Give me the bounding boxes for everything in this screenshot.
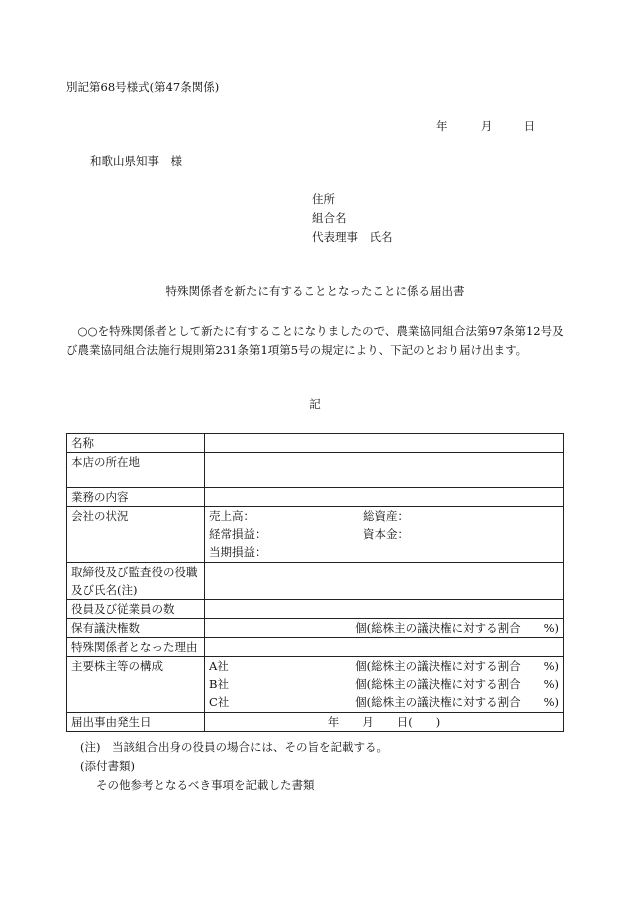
- head-office-value-cell: [205, 453, 564, 488]
- shareholder-c-label: C社: [209, 695, 230, 709]
- submission-date: [436, 120, 535, 134]
- table-row: [67, 657, 564, 713]
- ordinary-profit-label: 経常損益：: [209, 527, 267, 541]
- voting-rights-value: 個(総株主の議決権に対する割合 %): [205, 619, 564, 638]
- addressee: 和歌山県知事 様: [90, 154, 182, 168]
- applicant-block: [312, 193, 393, 249]
- form-number-label: 別記第68号様式(第47条関係): [66, 80, 220, 94]
- name-label: 名称: [67, 434, 205, 453]
- attachment-item: その他参考となるべき事項を記載した書類: [96, 778, 315, 792]
- reason-value-cell: [205, 638, 564, 657]
- name-value-cell: [205, 434, 564, 453]
- applicant-association-label: 組合名: [312, 210, 347, 225]
- business-value-cell: [205, 488, 564, 507]
- notification-form-table: [66, 433, 564, 732]
- sales-label: 売上高：: [209, 509, 255, 523]
- net-profit-label: 当期損益：: [209, 545, 267, 559]
- note-text: (注) 当該組合出身の役員の場合には、その旨を記載する。: [80, 740, 388, 754]
- shareholder-b-value: 個(総株主の議決権に対する割合 %): [355, 677, 559, 691]
- reason-label: 特殊関係者となった理由: [67, 638, 205, 657]
- table-row: [67, 434, 564, 453]
- shareholder-b-label: B社: [209, 677, 229, 691]
- body-paragraph: ○○を特殊関係者として新たに有することになりましたので、農業協同組合法第97条第12号及び農業協同組合法施行規則第231条第1項第5号の規定により、下記のとおり届け出ます。: [66, 324, 564, 357]
- table-row: [67, 713, 564, 732]
- company-status-value-cell: [205, 507, 564, 563]
- total-assets-label: 総資産：: [363, 509, 409, 523]
- shareholders-value-cell: [205, 657, 564, 713]
- occurrence-date-label: 届出事由発生日: [67, 713, 205, 732]
- capital-label: 資本金：: [363, 527, 409, 541]
- table-row: [67, 563, 564, 600]
- table-row: [67, 488, 564, 507]
- applicant-address-label: 住所: [312, 192, 335, 206]
- shareholders-label: 主要株主等の構成: [67, 657, 205, 713]
- applicant-representative-label: 代表理事 氏名: [312, 229, 393, 244]
- head-office-label: 本店の所在地: [67, 453, 205, 488]
- directors-value-cell: [205, 563, 564, 600]
- employees-label: 役員及び従業員の数: [67, 600, 205, 619]
- table-row: [67, 619, 564, 638]
- occurrence-date-value: 年 月 日( ): [205, 713, 564, 732]
- attachments-heading: (添付書類): [80, 759, 135, 773]
- date-day-label: 日: [523, 119, 536, 133]
- shareholder-a-label: A社: [209, 659, 229, 673]
- document-title: 特殊関係者を新たに有することとなったことに係る届出書: [165, 284, 465, 298]
- date-month-label: 月: [480, 119, 493, 133]
- table-row: [67, 600, 564, 619]
- voting-rights-label: 保有議決権数: [67, 619, 205, 638]
- shareholder-c-value: 個(総株主の議決権に対する割合 %): [355, 695, 559, 709]
- employees-value-cell: [205, 600, 564, 619]
- shareholder-a-value: 個(総株主の議決権に対する割合 %): [355, 659, 559, 673]
- ki-heading: 記: [309, 397, 321, 411]
- table-row: [67, 507, 564, 563]
- directors-label: 取締役及び監査役の役職及び氏名(注): [67, 563, 205, 600]
- business-label: 業務の内容: [67, 488, 205, 507]
- company-status-label: 会社の状況: [67, 507, 205, 563]
- table-row: [67, 453, 564, 488]
- date-year-label: 年: [436, 119, 448, 133]
- table-row: [67, 638, 564, 657]
